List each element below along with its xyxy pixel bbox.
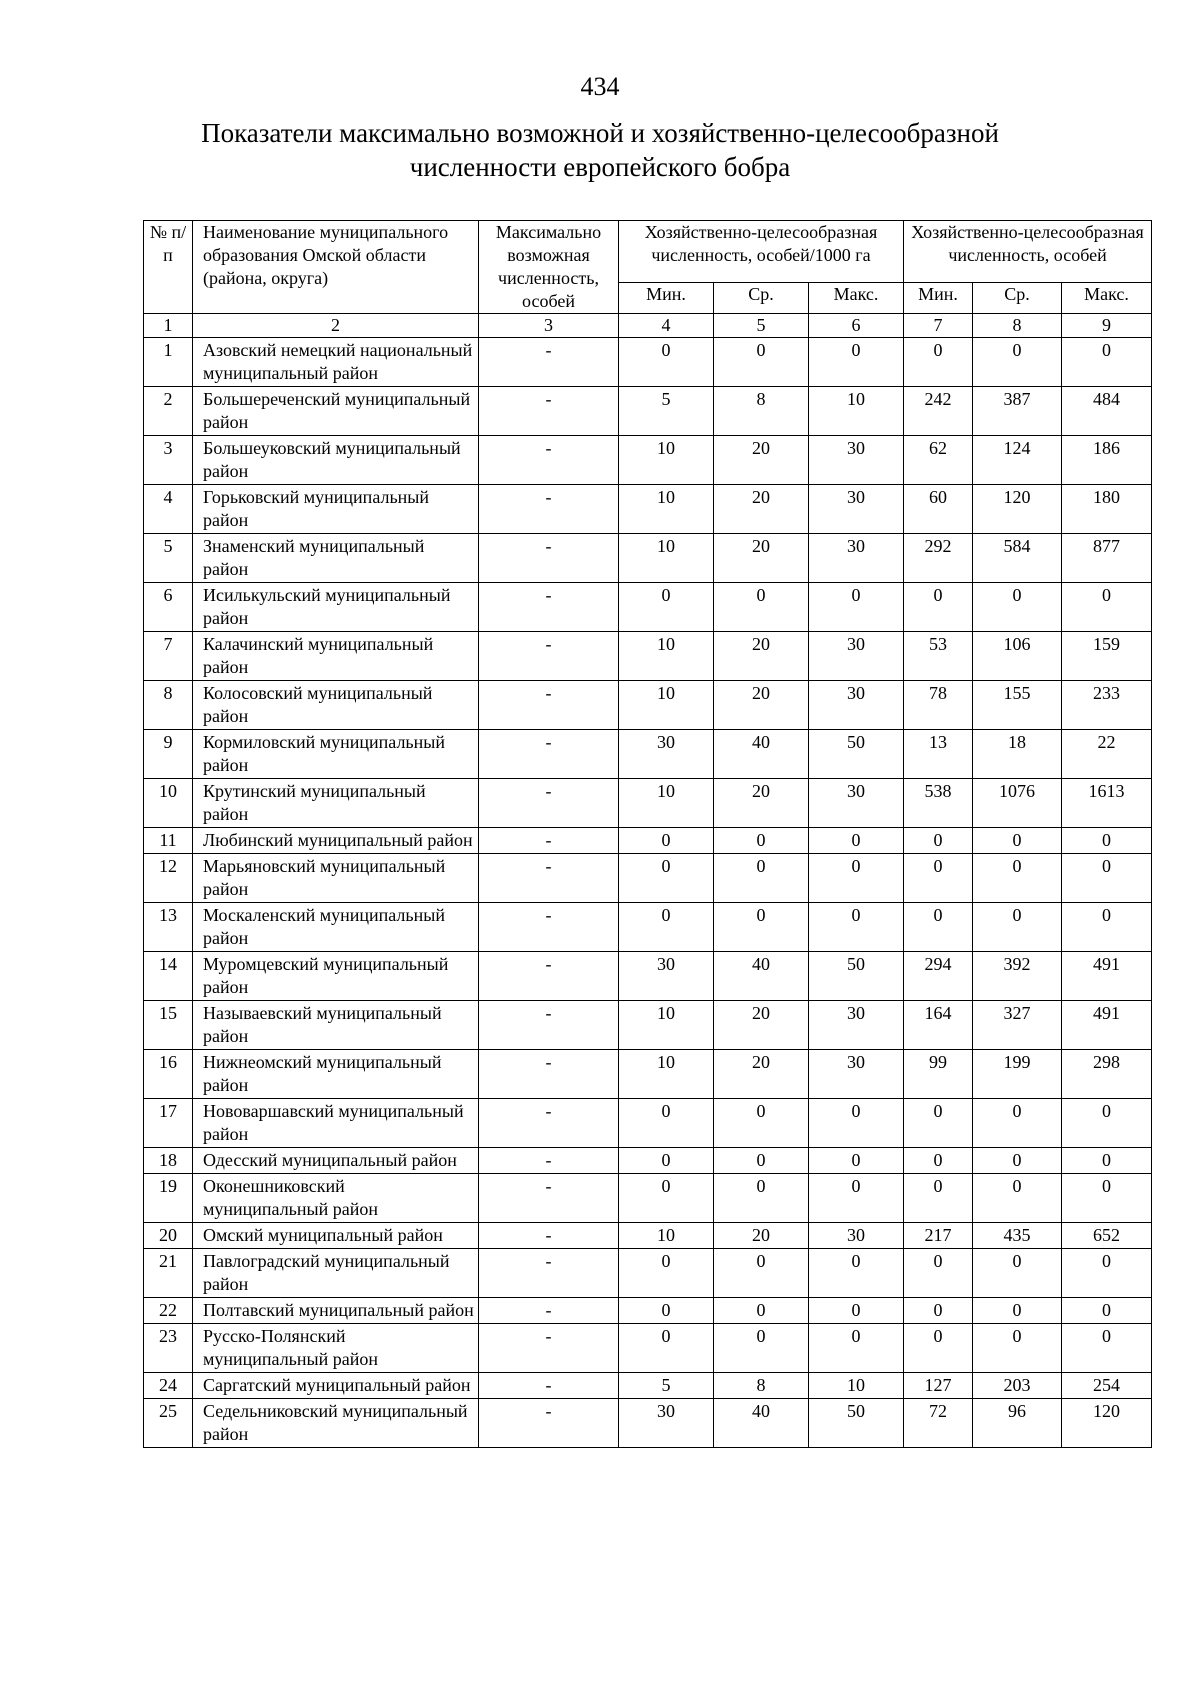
max-abundance-cell: - xyxy=(479,1298,619,1324)
density-min-cell: 0 xyxy=(619,1298,714,1324)
district-name-cell: Кормиловский муниципальный район xyxy=(193,730,479,779)
column-number: 8 xyxy=(973,314,1062,338)
abundance-avg-cell: 0 xyxy=(973,1174,1062,1223)
abundance-min-cell: 292 xyxy=(904,534,973,583)
header-abundance-max: Макс. xyxy=(1062,282,1152,313)
density-min-cell: 10 xyxy=(619,1050,714,1099)
density-min-cell: 0 xyxy=(619,583,714,632)
max-abundance-cell: - xyxy=(479,1373,619,1399)
table-row xyxy=(144,436,1152,485)
abundance-min-cell: 0 xyxy=(904,1174,973,1223)
abundance-min-cell: 60 xyxy=(904,485,973,534)
density-min-cell: 30 xyxy=(619,730,714,779)
density-avg-cell: 0 xyxy=(714,1298,809,1324)
abundance-avg-cell: 0 xyxy=(973,854,1062,903)
abundance-min-cell: 0 xyxy=(904,854,973,903)
district-name-cell: Москаленский муниципальный район xyxy=(193,903,479,952)
row-number-cell: 22 xyxy=(144,1298,193,1324)
density-avg-cell: 0 xyxy=(714,854,809,903)
table-row xyxy=(144,485,1152,534)
beaver-abundance-table xyxy=(143,220,1152,1448)
density-min-cell: 10 xyxy=(619,632,714,681)
abundance-max-cell: 120 xyxy=(1062,1399,1152,1448)
row-number-cell: 18 xyxy=(144,1148,193,1174)
column-number: 2 xyxy=(193,314,479,338)
max-abundance-cell: - xyxy=(479,1148,619,1174)
header-density-avg: Ср. xyxy=(714,282,809,313)
row-number-cell: 9 xyxy=(144,730,193,779)
table-row xyxy=(144,1324,1152,1373)
density-min-cell: 10 xyxy=(619,485,714,534)
abundance-avg-cell: 0 xyxy=(973,1099,1062,1148)
table-row xyxy=(144,1174,1152,1223)
density-min-cell: 10 xyxy=(619,436,714,485)
max-abundance-cell: - xyxy=(479,952,619,1001)
district-name-cell: Крутинский муниципальный район xyxy=(193,779,479,828)
abundance-max-cell: 22 xyxy=(1062,730,1152,779)
table-row xyxy=(144,779,1152,828)
density-avg-cell: 0 xyxy=(714,1148,809,1174)
density-max-cell: 10 xyxy=(809,1373,904,1399)
abundance-max-cell: 0 xyxy=(1062,583,1152,632)
district-name-cell: Горьковский муниципальный район xyxy=(193,485,479,534)
max-abundance-cell: - xyxy=(479,1174,619,1223)
density-avg-cell: 8 xyxy=(714,1373,809,1399)
abundance-avg-cell: 0 xyxy=(973,1249,1062,1298)
density-max-cell: 50 xyxy=(809,730,904,779)
abundance-avg-cell: 1076 xyxy=(973,779,1062,828)
table-row xyxy=(144,1050,1152,1099)
table-row xyxy=(144,828,1152,854)
district-name-cell: Нижнеомский муниципальный район xyxy=(193,1050,479,1099)
max-abundance-cell: - xyxy=(479,436,619,485)
max-abundance-cell: - xyxy=(479,534,619,583)
abundance-avg-cell: 0 xyxy=(973,338,1062,387)
header-abundance: Хозяйственно-целесообразная численность, особей xyxy=(904,221,1152,283)
row-number-cell: 24 xyxy=(144,1373,193,1399)
row-number-cell: 4 xyxy=(144,485,193,534)
document-title xyxy=(150,116,1050,184)
density-avg-cell: 0 xyxy=(714,1174,809,1223)
district-name-cell: Называевский муниципальный район xyxy=(193,1001,479,1050)
row-number-cell: 12 xyxy=(144,854,193,903)
column-number: 6 xyxy=(809,314,904,338)
abundance-avg-cell: 120 xyxy=(973,485,1062,534)
table-row xyxy=(144,1099,1152,1148)
max-abundance-cell: - xyxy=(479,854,619,903)
row-number-cell: 14 xyxy=(144,952,193,1001)
density-min-cell: 10 xyxy=(619,534,714,583)
abundance-max-cell: 254 xyxy=(1062,1373,1152,1399)
density-max-cell: 0 xyxy=(809,583,904,632)
max-abundance-cell: - xyxy=(479,1399,619,1448)
header-density-max: Макс. xyxy=(809,282,904,313)
table-row xyxy=(144,952,1152,1001)
header-density-min: Мин. xyxy=(619,282,714,313)
title-line-2: численности европейского бобра xyxy=(409,152,791,182)
abundance-avg-cell: 199 xyxy=(973,1050,1062,1099)
abundance-min-cell: 62 xyxy=(904,436,973,485)
density-max-cell: 30 xyxy=(809,632,904,681)
abundance-max-cell: 0 xyxy=(1062,1148,1152,1174)
abundance-min-cell: 0 xyxy=(904,583,973,632)
table-body xyxy=(144,338,1152,1448)
abundance-avg-cell: 0 xyxy=(973,583,1062,632)
density-avg-cell: 20 xyxy=(714,779,809,828)
abundance-max-cell: 0 xyxy=(1062,1099,1152,1148)
table-row xyxy=(144,1399,1152,1448)
district-name-cell: Марьяновский муниципальный район xyxy=(193,854,479,903)
district-name-cell: Калачинский муниципальный район xyxy=(193,632,479,681)
density-avg-cell: 20 xyxy=(714,632,809,681)
max-abundance-cell: - xyxy=(479,485,619,534)
district-name-cell: Омский муниципальный район xyxy=(193,1223,479,1249)
density-min-cell: 0 xyxy=(619,1174,714,1223)
density-max-cell: 0 xyxy=(809,1249,904,1298)
column-number-row xyxy=(144,314,1152,338)
abundance-min-cell: 127 xyxy=(904,1373,973,1399)
table-row xyxy=(144,1298,1152,1324)
abundance-min-cell: 13 xyxy=(904,730,973,779)
max-abundance-cell: - xyxy=(479,779,619,828)
density-max-cell: 0 xyxy=(809,338,904,387)
abundance-max-cell: 491 xyxy=(1062,952,1152,1001)
abundance-max-cell: 0 xyxy=(1062,1174,1152,1223)
density-max-cell: 30 xyxy=(809,779,904,828)
abundance-max-cell: 877 xyxy=(1062,534,1152,583)
district-name-cell: Любинский муниципальный район xyxy=(193,828,479,854)
column-number: 5 xyxy=(714,314,809,338)
density-avg-cell: 20 xyxy=(714,1050,809,1099)
district-name-cell: Большеуковский муниципальный район xyxy=(193,436,479,485)
row-number-cell: 7 xyxy=(144,632,193,681)
density-avg-cell: 20 xyxy=(714,681,809,730)
abundance-max-cell: 491 xyxy=(1062,1001,1152,1050)
abundance-min-cell: 0 xyxy=(904,338,973,387)
abundance-avg-cell: 106 xyxy=(973,632,1062,681)
abundance-max-cell: 484 xyxy=(1062,387,1152,436)
abundance-min-cell: 0 xyxy=(904,1298,973,1324)
abundance-max-cell: 0 xyxy=(1062,854,1152,903)
abundance-min-cell: 53 xyxy=(904,632,973,681)
abundance-min-cell: 164 xyxy=(904,1001,973,1050)
abundance-max-cell: 0 xyxy=(1062,1298,1152,1324)
abundance-avg-cell: 0 xyxy=(973,903,1062,952)
density-avg-cell: 40 xyxy=(714,1399,809,1448)
max-abundance-cell: - xyxy=(479,387,619,436)
row-number-cell: 5 xyxy=(144,534,193,583)
row-number-cell: 20 xyxy=(144,1223,193,1249)
density-max-cell: 0 xyxy=(809,1324,904,1373)
abundance-max-cell: 186 xyxy=(1062,436,1152,485)
abundance-min-cell: 78 xyxy=(904,681,973,730)
density-max-cell: 30 xyxy=(809,1001,904,1050)
column-number: 4 xyxy=(619,314,714,338)
abundance-avg-cell: 435 xyxy=(973,1223,1062,1249)
row-number-cell: 8 xyxy=(144,681,193,730)
density-min-cell: 0 xyxy=(619,1249,714,1298)
density-min-cell: 30 xyxy=(619,1399,714,1448)
density-avg-cell: 8 xyxy=(714,387,809,436)
max-abundance-cell: - xyxy=(479,1099,619,1148)
table-row xyxy=(144,903,1152,952)
max-abundance-cell: - xyxy=(479,632,619,681)
abundance-min-cell: 0 xyxy=(904,1148,973,1174)
density-avg-cell: 40 xyxy=(714,952,809,1001)
abundance-min-cell: 538 xyxy=(904,779,973,828)
row-number-cell: 1 xyxy=(144,338,193,387)
density-max-cell: 30 xyxy=(809,1223,904,1249)
density-max-cell: 30 xyxy=(809,485,904,534)
max-abundance-cell: - xyxy=(479,1001,619,1050)
abundance-avg-cell: 124 xyxy=(973,436,1062,485)
density-min-cell: 0 xyxy=(619,1099,714,1148)
abundance-avg-cell: 0 xyxy=(973,828,1062,854)
density-max-cell: 0 xyxy=(809,1298,904,1324)
abundance-avg-cell: 96 xyxy=(973,1399,1062,1448)
abundance-avg-cell: 392 xyxy=(973,952,1062,1001)
abundance-max-cell: 180 xyxy=(1062,485,1152,534)
density-min-cell: 10 xyxy=(619,1223,714,1249)
abundance-avg-cell: 387 xyxy=(973,387,1062,436)
table-row xyxy=(144,854,1152,903)
density-min-cell: 10 xyxy=(619,1001,714,1050)
table-row xyxy=(144,681,1152,730)
density-avg-cell: 0 xyxy=(714,1099,809,1148)
row-number-cell: 21 xyxy=(144,1249,193,1298)
density-max-cell: 30 xyxy=(809,681,904,730)
row-number-cell: 25 xyxy=(144,1399,193,1448)
district-name-cell: Русско-Полянский муниципальный район xyxy=(193,1324,479,1373)
max-abundance-cell: - xyxy=(479,1050,619,1099)
abundance-min-cell: 0 xyxy=(904,828,973,854)
abundance-max-cell: 652 xyxy=(1062,1223,1152,1249)
table-row xyxy=(144,1001,1152,1050)
header-abundance-avg: Ср. xyxy=(973,282,1062,313)
abundance-avg-cell: 18 xyxy=(973,730,1062,779)
header-density: Хозяйственно-целесообразная численность, особей/1000 га xyxy=(619,221,904,283)
district-name-cell: Муромцевский муниципальный район xyxy=(193,952,479,1001)
row-number-cell: 19 xyxy=(144,1174,193,1223)
density-avg-cell: 20 xyxy=(714,534,809,583)
district-name-cell: Полтавский муниципальный район xyxy=(193,1298,479,1324)
table-row xyxy=(144,1249,1152,1298)
abundance-avg-cell: 203 xyxy=(973,1373,1062,1399)
table-row xyxy=(144,730,1152,779)
density-avg-cell: 20 xyxy=(714,485,809,534)
abundance-avg-cell: 155 xyxy=(973,681,1062,730)
density-max-cell: 0 xyxy=(809,854,904,903)
row-number-cell: 16 xyxy=(144,1050,193,1099)
density-avg-cell: 0 xyxy=(714,583,809,632)
district-name-cell: Одесский муниципальный район xyxy=(193,1148,479,1174)
abundance-max-cell: 0 xyxy=(1062,828,1152,854)
district-name-cell: Азовский немецкий национальный муниципальный район xyxy=(193,338,479,387)
abundance-avg-cell: 0 xyxy=(973,1148,1062,1174)
row-number-cell: 2 xyxy=(144,387,193,436)
header-name: Наименование муниципального образования Омской области (района, округа) xyxy=(193,221,479,314)
max-abundance-cell: - xyxy=(479,1324,619,1373)
row-number-cell: 6 xyxy=(144,583,193,632)
abundance-max-cell: 0 xyxy=(1062,1249,1152,1298)
row-number-cell: 13 xyxy=(144,903,193,952)
row-number-cell: 17 xyxy=(144,1099,193,1148)
density-avg-cell: 0 xyxy=(714,1249,809,1298)
header-abundance-min: Мин. xyxy=(904,282,973,313)
district-name-cell: Павлоградский муниципальный район xyxy=(193,1249,479,1298)
table-row xyxy=(144,632,1152,681)
density-max-cell: 50 xyxy=(809,1399,904,1448)
density-avg-cell: 40 xyxy=(714,730,809,779)
column-number: 9 xyxy=(1062,314,1152,338)
header-max: Максимально возможная численность, особей xyxy=(479,221,619,314)
max-abundance-cell: - xyxy=(479,338,619,387)
abundance-max-cell: 0 xyxy=(1062,903,1152,952)
density-min-cell: 5 xyxy=(619,387,714,436)
table-row xyxy=(144,1373,1152,1399)
density-min-cell: 5 xyxy=(619,1373,714,1399)
district-name-cell: Большереченский муниципальный район xyxy=(193,387,479,436)
title-line-1: Показатели максимально возможной и хозяйственно-целесообразной xyxy=(201,118,999,148)
abundance-min-cell: 294 xyxy=(904,952,973,1001)
district-name-cell: Колосовский муниципальный район xyxy=(193,681,479,730)
max-abundance-cell: - xyxy=(479,903,619,952)
abundance-min-cell: 0 xyxy=(904,903,973,952)
density-avg-cell: 0 xyxy=(714,338,809,387)
header-num: № п/п xyxy=(144,221,193,314)
row-number-cell: 15 xyxy=(144,1001,193,1050)
abundance-max-cell: 0 xyxy=(1062,1324,1152,1373)
table-row xyxy=(144,583,1152,632)
density-min-cell: 0 xyxy=(619,1324,714,1373)
abundance-min-cell: 99 xyxy=(904,1050,973,1099)
density-max-cell: 30 xyxy=(809,1050,904,1099)
density-avg-cell: 0 xyxy=(714,1324,809,1373)
row-number-cell: 3 xyxy=(144,436,193,485)
page-number: 434 xyxy=(580,72,620,101)
abundance-min-cell: 0 xyxy=(904,1099,973,1148)
density-max-cell: 0 xyxy=(809,1174,904,1223)
density-max-cell: 10 xyxy=(809,387,904,436)
table-row xyxy=(144,387,1152,436)
header-row-1 xyxy=(144,221,1152,283)
district-name-cell: Оконешниковский муниципальный район xyxy=(193,1174,479,1223)
density-max-cell: 0 xyxy=(809,1099,904,1148)
max-abundance-cell: - xyxy=(479,730,619,779)
abundance-min-cell: 0 xyxy=(904,1324,973,1373)
density-min-cell: 0 xyxy=(619,828,714,854)
abundance-max-cell: 159 xyxy=(1062,632,1152,681)
row-number-cell: 10 xyxy=(144,779,193,828)
table-row xyxy=(144,1148,1152,1174)
density-max-cell: 50 xyxy=(809,952,904,1001)
max-abundance-cell: - xyxy=(479,583,619,632)
abundance-min-cell: 0 xyxy=(904,1249,973,1298)
max-abundance-cell: - xyxy=(479,828,619,854)
abundance-min-cell: 242 xyxy=(904,387,973,436)
abundance-max-cell: 233 xyxy=(1062,681,1152,730)
density-min-cell: 30 xyxy=(619,952,714,1001)
column-number: 3 xyxy=(479,314,619,338)
district-name-cell: Нововаршавский муниципальный район xyxy=(193,1099,479,1148)
district-name-cell: Седельниковский муниципальный район xyxy=(193,1399,479,1448)
table-row xyxy=(144,534,1152,583)
table-row xyxy=(144,338,1152,387)
density-min-cell: 0 xyxy=(619,854,714,903)
abundance-avg-cell: 327 xyxy=(973,1001,1062,1050)
density-min-cell: 10 xyxy=(619,779,714,828)
column-number: 1 xyxy=(144,314,193,338)
abundance-max-cell: 298 xyxy=(1062,1050,1152,1099)
abundance-min-cell: 217 xyxy=(904,1223,973,1249)
max-abundance-cell: - xyxy=(479,681,619,730)
abundance-avg-cell: 584 xyxy=(973,534,1062,583)
row-number-cell: 11 xyxy=(144,828,193,854)
density-max-cell: 0 xyxy=(809,1148,904,1174)
column-number: 7 xyxy=(904,314,973,338)
district-name-cell: Знаменский муниципальный район xyxy=(193,534,479,583)
table-row xyxy=(144,1223,1152,1249)
row-number-cell: 23 xyxy=(144,1324,193,1373)
density-avg-cell: 20 xyxy=(714,436,809,485)
density-max-cell: 0 xyxy=(809,828,904,854)
abundance-max-cell: 0 xyxy=(1062,338,1152,387)
density-min-cell: 0 xyxy=(619,1148,714,1174)
density-avg-cell: 20 xyxy=(714,1223,809,1249)
abundance-max-cell: 1613 xyxy=(1062,779,1152,828)
district-name-cell: Исилькульский муниципальный район xyxy=(193,583,479,632)
abundance-avg-cell: 0 xyxy=(973,1298,1062,1324)
density-avg-cell: 0 xyxy=(714,828,809,854)
density-max-cell: 0 xyxy=(809,903,904,952)
district-name-cell: Саргатский муниципальный район xyxy=(193,1373,479,1399)
abundance-min-cell: 72 xyxy=(904,1399,973,1448)
density-min-cell: 0 xyxy=(619,903,714,952)
density-avg-cell: 20 xyxy=(714,1001,809,1050)
density-min-cell: 0 xyxy=(619,338,714,387)
density-max-cell: 30 xyxy=(809,436,904,485)
abundance-avg-cell: 0 xyxy=(973,1324,1062,1373)
density-avg-cell: 0 xyxy=(714,903,809,952)
max-abundance-cell: - xyxy=(479,1249,619,1298)
density-min-cell: 10 xyxy=(619,681,714,730)
density-max-cell: 30 xyxy=(809,534,904,583)
max-abundance-cell: - xyxy=(479,1223,619,1249)
